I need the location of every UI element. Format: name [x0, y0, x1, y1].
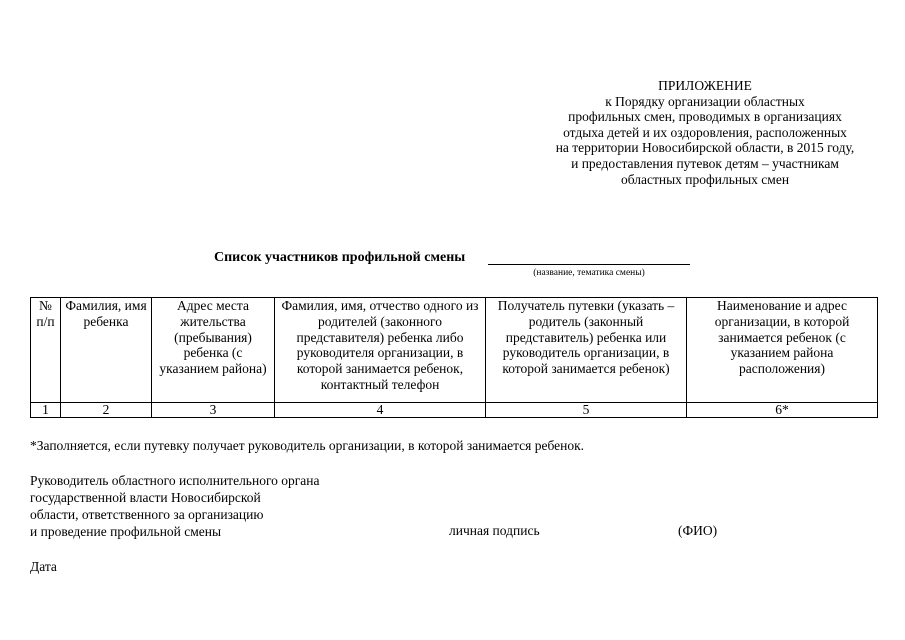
- signer-line: области, ответственного за организацию: [30, 507, 264, 522]
- shift-name-blank-line: [488, 264, 690, 265]
- footnote: *Заполняется, если путевку получает руководитель организации, в которой занимается ребенок.: [30, 438, 585, 453]
- column-number-cell: 5: [486, 403, 687, 418]
- header-voucher-recipient: Получатель путевки (указать – родитель (законный представитель) ребенка или руководитель организации, в которой занимается ребенок): [486, 298, 687, 403]
- header-organization: Наименование и адрес организации, в которой занимается ребенок (с указанием района расположения): [687, 298, 878, 403]
- column-number-cell: 6*: [687, 403, 878, 418]
- signature-label: личная подпись: [449, 523, 540, 538]
- appendix-line: на территории Новосибирской области, в 2015 году,: [555, 140, 855, 156]
- appendix-line: и предоставления путевок детям – участникам: [571, 155, 839, 171]
- appendix-title: ПРИЛОЖЕНИЕ: [658, 78, 752, 93]
- header-number: № п/п: [31, 298, 61, 403]
- column-number-cell: 2: [61, 403, 152, 418]
- table-row: [31, 403, 878, 418]
- header-parent-contact: Фамилия, имя, отчество одного из родителей (законного представителя) ребенка либо руководителя организации, в которой занимается ребенок, контактный телефон: [275, 298, 486, 403]
- signer-line: Руководитель областного исполнительного органа: [30, 473, 320, 488]
- date-label: Дата: [30, 559, 57, 574]
- participants-table: [30, 297, 878, 418]
- column-number-cell: 4: [275, 403, 486, 418]
- column-number-cell: 1: [31, 403, 61, 418]
- shift-name-hint: (название, тематика смены): [533, 268, 645, 278]
- list-title: Список участников профильной смены: [214, 250, 466, 265]
- signer-block: [30, 472, 320, 540]
- header-child-address: Адрес места жительства (пребывания) ребенка (с указанием района): [152, 298, 275, 403]
- appendix-line: отдыха детей и их оздоровления, расположенных: [563, 124, 847, 140]
- appendix-line: профильных смен, проводимых в организациях: [568, 109, 842, 125]
- fio-label: (ФИО): [678, 523, 718, 538]
- appendix-header: [530, 78, 880, 187]
- header-child-name: Фамилия, имя ребенка: [61, 298, 152, 403]
- column-number-cell: 3: [152, 403, 275, 418]
- signer-line: и проведение профильной смены: [30, 524, 222, 539]
- appendix-line: к Порядку организации областных: [605, 93, 805, 109]
- appendix-line: областных профильных смен: [620, 171, 790, 187]
- table-header-row: [31, 298, 878, 403]
- signer-line: государственной власти Новосибирской: [30, 490, 261, 505]
